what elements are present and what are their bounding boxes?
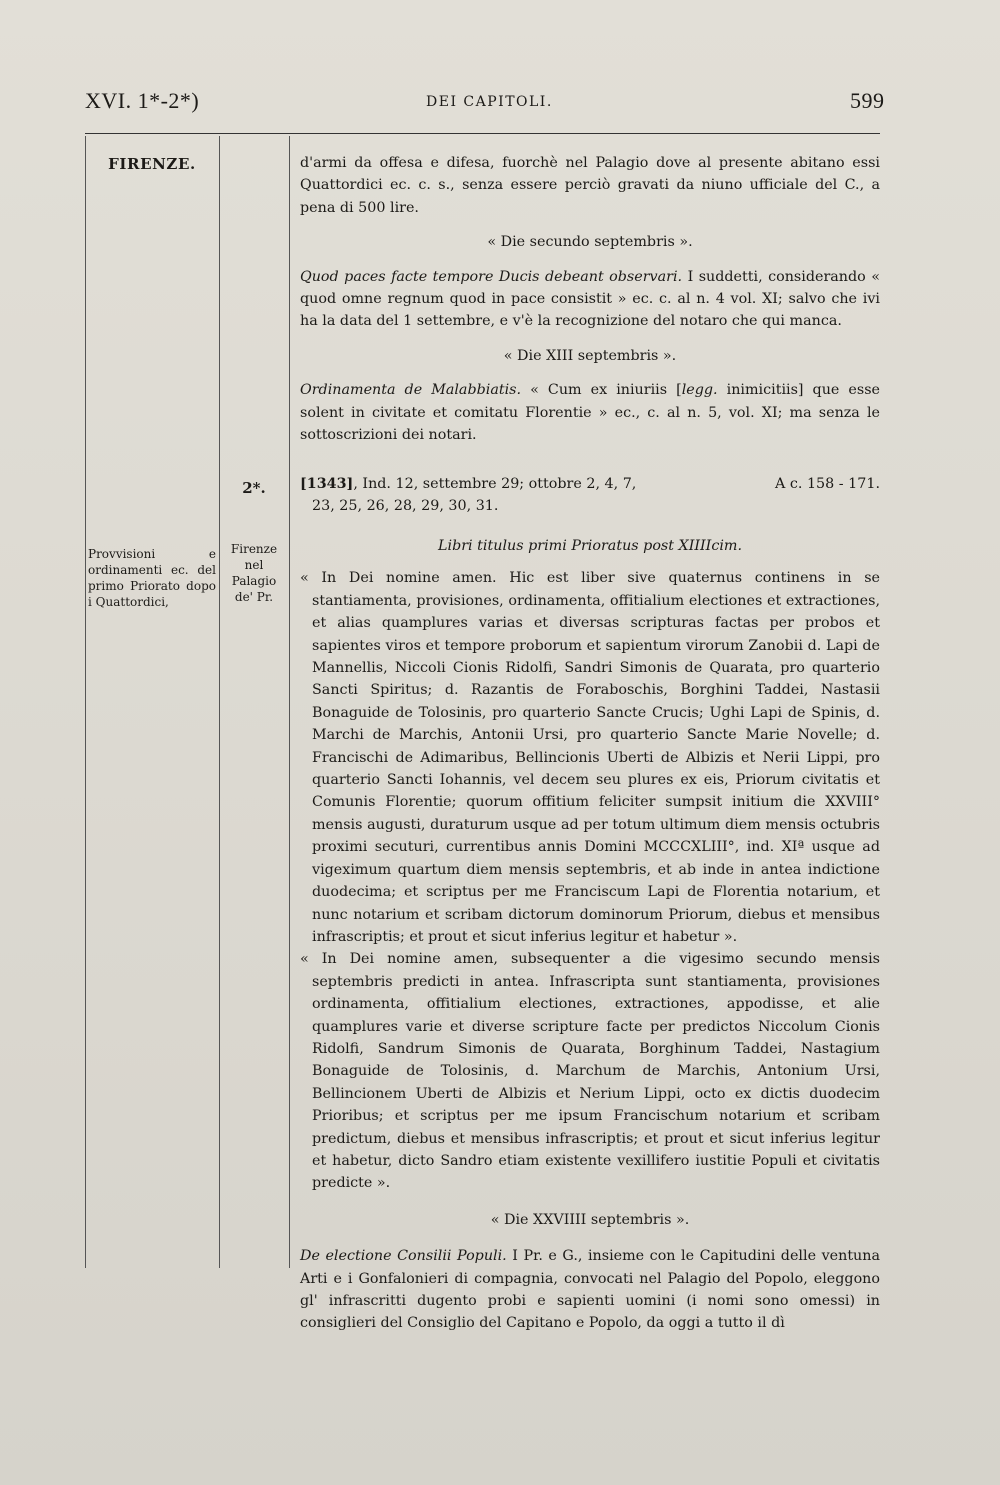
paragraph-malabbiatis bbox=[300, 379, 880, 446]
paragraph-paces-text: I suddetti, considerando « quod omne regnum quod in pace consistit » ec. c. al n. 4 vol. XI; salvo che ivi ha la data del 1 settembre, e v'è la recognizione del notaro che qui manca. bbox=[300, 268, 880, 330]
column-rule-right bbox=[289, 136, 290, 1268]
main-text-bottom bbox=[300, 535, 880, 1335]
reference-dates bbox=[300, 473, 636, 495]
main-text-top bbox=[300, 152, 880, 446]
date-heading-2-sept: « Die secundo septembris ». bbox=[487, 234, 693, 251]
reference-year: [1343] bbox=[300, 476, 354, 492]
paragraph-malabbiatis-text-b: inimicitiis] que esse solent in civitate et comitatu Florentie » ec., c. al n. 5, vol. XI; ma senza le sottoscrizioni dei notari. bbox=[300, 382, 880, 444]
paragraph-paces-title: Quod paces facte tempore Ducis debeant observari. bbox=[300, 268, 683, 285]
paragraph-malabbiatis-title: Ordinamenta de Malabbiatis. bbox=[300, 382, 522, 399]
paragraph-consilii-text: I Pr. e G., insieme con le Capitudini delle ventuna Arti e i Gonfalonieri di compagnia, convocati nel Palagio del Popolo, eleggono gl' infrascritti dugento probi e sapienti uomini (i nomi sono omessi) in consiglieri del Consiglio del Capitano e Popolo, da oggi a tutto il dì bbox=[300, 1248, 880, 1332]
column-rule-middle bbox=[219, 136, 220, 1268]
date-heading-29-sept: « Die XXVIIII septembris ». bbox=[490, 1211, 690, 1228]
running-head-title: DEI CAPITOLI. bbox=[426, 94, 553, 110]
quotation-second: « In Dei nomine amen, subsequenter a die vigesimo secundo mensis septembris predicti in antea. Infrascripta sunt stantiamenta, provisiones ordinamenta, offitialium electiones, extractiones, appodisse, et alie quamplures varie et diverse scripture facte per predictos Niccolum Cionis Ridolfi, Sandrum Simonis de Quarata, Borghinum Taddei, Nastagium Bonaguide de Tolosinis, d. Marchum de Marchis, Antonium Ursi, Bellincionem Uberti de Albizis et Nerium Lippi, octo ex dictis duodecim Prioribus; et scriptus per me ipsum Francischum notarium et scribam predictum, diebus et mensibus infrascriptis; et prout et sicut inferius legitur et habetur, dicto Sandro etiam existente vexillifero iustitie Populi et civitatis predicte ». bbox=[300, 951, 880, 1192]
reference-row bbox=[300, 473, 880, 495]
date-heading-13-sept: « Die XIII septembris ». bbox=[503, 347, 677, 364]
paragraph-paces bbox=[300, 266, 880, 333]
paragraph-malabbiatis-text-a: « Cum ex iniuriis [ bbox=[521, 382, 682, 399]
quotation-first: « In Dei nomine amen. Hic est liber sive quaternus continens in se stantiamenta, provisiones, ordinamenta, offitialium electiones et extractiones, et alias quamplures varias et diversas scripturas factas per probos et sapientes viros et tempore proborum et sapientum virorum Zanobii d. Lapi de Mannellis, Niccoli Cionis Ridolfi, Sandri Simonis de Quarata, pro quarterio Sancti Spiritus; d. Razantis de Foraboschis, Borghini Taddei, Nastasii Bonaguide de Tolosinis, pro quarterio Sancte Crucis; Ughi Lapi de Spinis, d. Marchi de Marchis, Antonii Ursi, pro quarterio Sancte Marie Novelle; d. Francischi de Adimaribus, Bellincionis Uberti de Albizis et Nerii Lippi, pro quarterio Sancti Iohannis, vel decem seu plures ex eis, Priorum civitatis et Comunis Florentie; quorum offitium feliciter sumpsit initium die XXVIII° mensis augusti, duraturum usque ad per totum ultimum diem mensis octubris proximi secuturi, currentibus annis Domini MCCCXLIII°, ind. XIª usque ad vigeximum quartum diem mensis septembris, et ab inde in antea indictione duodecima; et scriptus per me Franciscum Lapi de Florentia notarium, et nunc notarium et scribam dictorum dominorum Priorum, diebus et mensibus infrascriptis; et prout et sicut inferius legitur et habetur ». bbox=[300, 570, 880, 945]
margin-number: 2*. bbox=[242, 479, 266, 497]
paragraph-consilii bbox=[300, 1245, 880, 1335]
margin-provvisioni: Provvisioni e ordinamenti ec. del primo Priorato dopo i Quattordici, bbox=[88, 547, 216, 609]
reference-dates-cont: 23, 25, 26, 28, 29, 30, 31. bbox=[312, 498, 499, 515]
paragraph-arms: d'armi da offesa e difesa, fuorchè nel Palagio dove al presente abitano essi Quattordici ec. c. s., senza essere perciò gravati da niuno ufficiale del C., a pena di 500 lire. bbox=[300, 155, 880, 216]
paragraph-consilii-title: De electione Consilii Populi. bbox=[300, 1248, 507, 1265]
header-rule bbox=[85, 133, 880, 134]
reference-text: , Ind. 12, settembre 29; ottobre 2, 4, 7, bbox=[353, 476, 637, 492]
reference-pages: A c. 158 - 171. bbox=[774, 476, 880, 492]
reference-block bbox=[300, 473, 880, 518]
column-rule-left bbox=[85, 136, 86, 1268]
libri-titulus-heading: Libri titulus primi Prioratus post XIIIIcim. bbox=[438, 538, 742, 554]
running-head-section: XVI. 1*-2*) bbox=[85, 88, 200, 113]
margin-location: Firenze nel Palagio de' Pr. bbox=[230, 542, 278, 604]
page-number: 599 bbox=[850, 88, 885, 113]
paragraph-malabbiatis-legg: legg. bbox=[681, 382, 718, 399]
margin-place: FIRENZE. bbox=[108, 155, 196, 173]
